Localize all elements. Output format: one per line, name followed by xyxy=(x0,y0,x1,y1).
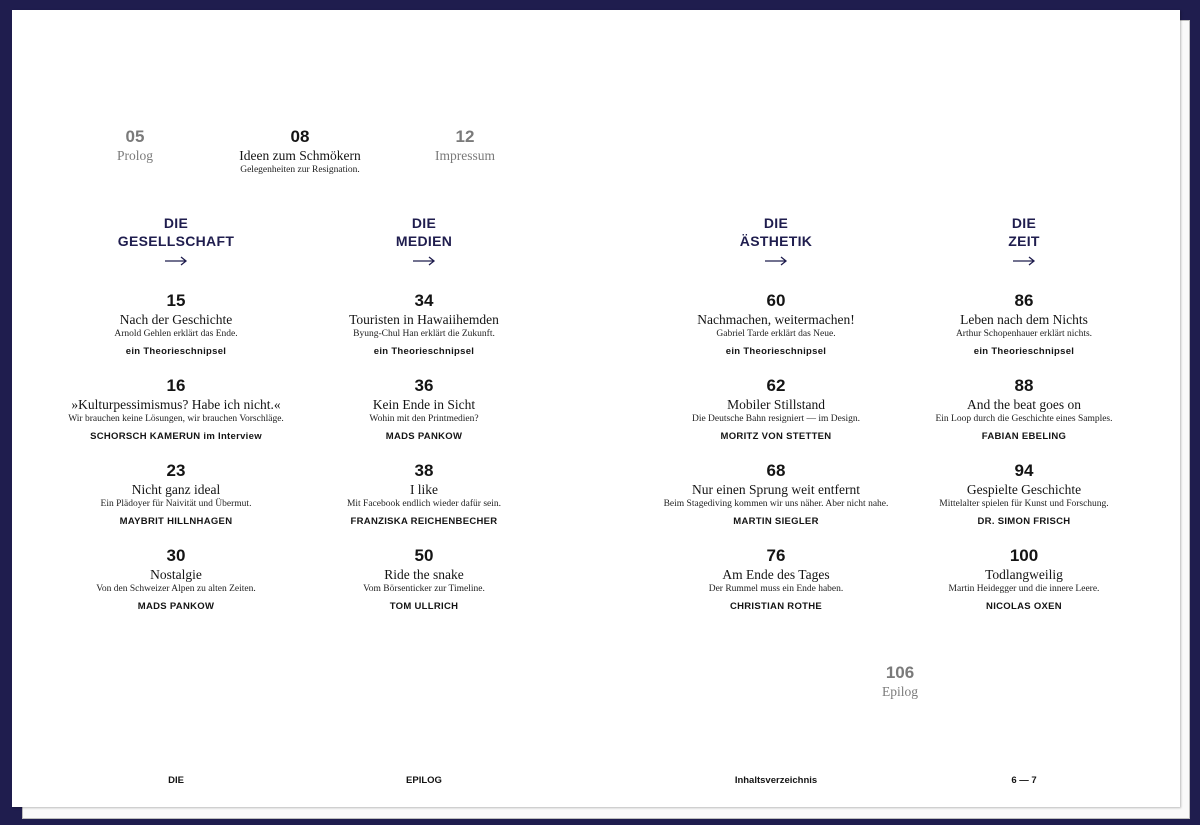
entry-title: Touristen in Hawaiihemden xyxy=(349,312,499,327)
entry-title: Nach der Geschichte xyxy=(119,312,233,327)
entry-title: Nicht ganz ideal xyxy=(131,482,221,497)
toc-entry[interactable] xyxy=(894,376,1154,443)
entry-title: Leben nach dem Nichts xyxy=(960,312,1088,327)
page-number: 16 xyxy=(166,376,186,395)
entry-title: Nur einen Sprung weit entfernt xyxy=(692,482,860,497)
section-label-prefix: DIE xyxy=(763,215,789,231)
page-number: 106 xyxy=(885,663,915,682)
page-number: 86 xyxy=(1014,291,1034,310)
page-number: 05 xyxy=(125,127,145,146)
entry-title: And the beat goes on xyxy=(967,397,1081,412)
entry-title: »Kulturpessimismus? Habe ich nicht.« xyxy=(71,397,281,412)
entry-subtitle: Arnold Gehlen erklärt das Ende. xyxy=(114,329,238,339)
entry-title: Ideen zum Schmökern xyxy=(239,148,361,163)
entry-author: ein Theorieschnipsel xyxy=(125,346,227,357)
page-number: 50 xyxy=(414,546,434,565)
page-number: 100 xyxy=(1009,546,1039,565)
entry-subtitle: Ein Loop durch die Geschichte eines Samples. xyxy=(935,414,1113,424)
section-header-gesellschaft xyxy=(76,214,276,266)
toc-entry[interactable] xyxy=(294,376,554,443)
toc-entry[interactable] xyxy=(294,291,554,358)
page-number: 30 xyxy=(166,546,186,565)
entry-title: Todlangweilig xyxy=(985,567,1063,582)
footer-left: DIE xyxy=(168,775,184,786)
toc-entry[interactable] xyxy=(646,376,906,443)
right-arrow-icon xyxy=(412,256,436,266)
entry-title: Kein Ende in Sicht xyxy=(372,397,476,412)
page-number: 60 xyxy=(766,291,786,310)
entry-subtitle: Von den Schweizer Alpen zu alten Zeiten. xyxy=(96,584,256,594)
section-label-prefix: DIE xyxy=(411,215,437,231)
entry-subtitle: Byung-Chul Han erklärt die Zukunft. xyxy=(353,329,495,339)
page-number: 15 xyxy=(166,291,186,310)
entry-title: Am Ende des Tages xyxy=(722,567,830,582)
page-number: 62 xyxy=(766,376,786,395)
entry-author: FABIAN EBELING xyxy=(981,431,1067,442)
entry-author: ein Theorieschnipsel xyxy=(725,346,827,357)
page-number: 38 xyxy=(414,461,434,480)
entry-subtitle: Mittelalter spielen für Kunst und Forschung. xyxy=(939,499,1109,509)
section-header-medien xyxy=(324,214,524,266)
entry-subtitle: Mit Facebook endlich wieder dafür sein. xyxy=(346,499,502,509)
footer-page-numbers: 6 — 7 xyxy=(1011,775,1037,786)
section-label-prefix: DIE xyxy=(163,215,189,231)
toc-entry-epilog[interactable] xyxy=(840,663,960,700)
entry-title: Nostalgie xyxy=(150,567,202,582)
footer-section-label: EPILOG xyxy=(406,775,442,786)
footer-chapter-label: Inhaltsverzeichnis xyxy=(734,775,818,786)
entry-author: MADS PANKOW xyxy=(137,601,215,612)
page-number: 12 xyxy=(455,127,475,146)
entry-subtitle: Wir brauchen keine Lösungen, wir brauchen Vorschläge. xyxy=(68,414,284,424)
entry-subtitle: Wohin mit den Printmedien? xyxy=(369,414,479,424)
entry-author: TOM ULLRICH xyxy=(389,601,459,612)
entry-subtitle: Arthur Schopenhauer erklärt nichts. xyxy=(955,329,1093,339)
entry-author: SCHORSCH KAMERUN im Interview xyxy=(90,431,262,442)
toc-entry[interactable] xyxy=(46,461,306,528)
page-number: 76 xyxy=(766,546,786,565)
entry-subtitle: Gabriel Tarde erklärt das Neue. xyxy=(716,329,836,339)
section-label-prefix: DIE xyxy=(1011,215,1037,231)
toc-entry[interactable] xyxy=(294,461,554,528)
entry-subtitle: Vom Börsenticker zur Timeline. xyxy=(363,584,485,594)
entry-subtitle: Martin Heidegger und die innere Leere. xyxy=(948,584,1100,594)
entry-author: ein Theorieschnipsel xyxy=(973,346,1075,357)
entry-author: FRANZISKA REICHENBECHER xyxy=(350,516,498,527)
toc-entry[interactable] xyxy=(626,461,926,528)
entry-subtitle: Die Deutsche Bahn resigniert — im Design. xyxy=(691,414,861,424)
entry-subtitle: Beim Stagediving kommen wir uns näher. Aber nicht nahe. xyxy=(663,499,889,509)
entry-title: Gespielte Geschichte xyxy=(966,482,1082,497)
toc-entry[interactable] xyxy=(894,291,1154,358)
right-arrow-icon xyxy=(1012,256,1036,266)
entry-author: MARTIN SIEGLER xyxy=(733,516,819,527)
entry-author: DR. SIMON FRISCH xyxy=(977,516,1071,527)
entry-title: Mobiler Stillstand xyxy=(727,397,825,412)
section-label: ZEIT xyxy=(1008,233,1040,249)
page-number: 34 xyxy=(414,291,434,310)
entry-subtitle: Ein Plädoyer für Naivität und Übermut. xyxy=(100,499,252,509)
toc-entry[interactable] xyxy=(26,376,326,443)
page-number: 68 xyxy=(766,461,786,480)
page-number: 88 xyxy=(1014,376,1034,395)
entry-title: Prolog xyxy=(116,148,153,163)
entry-author: MORITZ VON STETTEN xyxy=(720,431,832,442)
toc-entry[interactable] xyxy=(894,546,1154,613)
entry-author: MAYBRIT HILLNHAGEN xyxy=(119,516,233,527)
entry-title: Ride the snake xyxy=(384,567,464,582)
entry-author: ein Theorieschnipsel xyxy=(373,346,475,357)
entry-subtitle: Der Rummel muss ein Ende haben. xyxy=(708,584,844,594)
right-arrow-icon xyxy=(764,256,788,266)
right-arrow-icon xyxy=(164,256,188,266)
section-header-zeit xyxy=(924,214,1124,266)
entry-title: Epilog xyxy=(882,684,918,699)
page-number: 36 xyxy=(414,376,434,395)
entry-author: MADS PANKOW xyxy=(385,431,463,442)
toc-entry[interactable] xyxy=(294,546,554,613)
toc-entry[interactable] xyxy=(646,546,906,613)
toc-entry-impressum[interactable] xyxy=(335,127,595,164)
page-number: 23 xyxy=(166,461,186,480)
section-label: GESELLSCHAFT xyxy=(117,233,235,249)
entry-title: I like xyxy=(409,482,439,497)
toc-entry[interactable] xyxy=(646,291,906,358)
toc-entry[interactable] xyxy=(46,546,306,613)
page-number: 08 xyxy=(290,127,310,146)
section-header-aesthetik xyxy=(676,214,876,266)
entry-title: Impressum xyxy=(435,148,495,163)
section-label: ÄSTHETIK xyxy=(739,233,813,249)
entry-subtitle: Gelegenheiten zur Resignation. xyxy=(240,165,360,175)
section-label: MEDIEN xyxy=(395,233,453,249)
toc-entry[interactable] xyxy=(46,291,306,358)
entry-author: NICOLAS OXEN xyxy=(986,601,1062,612)
entry-author: CHRISTIAN ROTHE xyxy=(729,601,823,612)
toc-entry[interactable] xyxy=(894,461,1154,528)
entry-title: Nachmachen, weitermachen! xyxy=(697,312,855,327)
page-number: 94 xyxy=(1014,461,1034,480)
